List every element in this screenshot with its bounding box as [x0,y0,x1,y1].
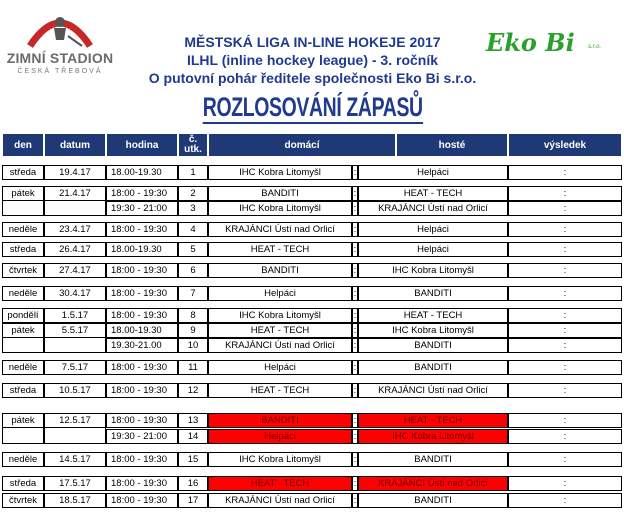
cell-den: neděle [2,360,44,375]
cell-datum [44,428,106,444]
cell-cislo: 17 [178,493,208,508]
cell-cislo: 16 [178,476,208,491]
cell-hodina: 19:30 - 21:00 [106,429,178,444]
logo-name: ZIMNÍ STADION [6,50,114,66]
cell-hoste: HEAT - TECH [358,413,508,428]
cell-hodina: 18:00 - 19:30 [106,186,178,201]
cell-cislo: 4 [178,222,208,237]
cell-den [2,200,44,216]
cell-separator: : [353,167,357,178]
cell-domaci: Helpáci [208,429,352,444]
cell-separator: : [353,385,357,396]
cell-cislo: 14 [178,429,208,444]
cell-vysledek: : [508,476,622,491]
cell-datum: 12.5.17 [44,413,106,428]
cell-vysledek: : [508,360,622,375]
cell-hoste: IHC Kobra Litomyšl [358,429,508,444]
cell-separator: : [353,362,357,373]
logo-town: ČESKÁ TŘEBOVÁ [17,68,103,75]
cell-datum: 19.4.17 [44,165,106,180]
cell-domaci: Helpáci [208,286,352,301]
col-header-datum: datum [44,133,106,157]
cell-separator: : [353,454,357,465]
cell-den: středa [2,476,44,491]
cell-cislo: 8 [178,308,208,323]
cell-vysledek: : [508,308,622,323]
cell-vysledek: : [508,165,622,180]
cell-domaci: IHC Kobra Litomyšl [208,308,352,323]
cell-hodina: 18:00 - 19:30 [106,383,178,398]
cell-cislo: 2 [178,186,208,201]
cell-cislo: 6 [178,263,208,278]
cell-separator: : [353,203,357,214]
cell-hodina: 18.00-19.30 [106,323,178,338]
cell-hodina: 18:00 - 19:30 [106,308,178,323]
cell-den: středa [2,242,44,257]
cell-hodina: 18:00 - 19:30 [106,286,178,301]
cell-den: neděle [2,286,44,301]
cell-domaci: IHC Kobra Litomyšl [208,452,352,467]
col-header-vysledek: výsledek [508,133,622,157]
cell-hodina: 18:00 - 19:30 [106,413,178,428]
cell-hodina: 19.30-21.00 [106,338,178,353]
cell-hodina: 18:00 - 19:30 [106,452,178,467]
cell-domaci: HEAT - TECH [208,242,352,257]
main-title [125,92,500,124]
cell-den [2,337,44,353]
cell-vysledek: : [508,263,622,278]
cell-hodina: 18:00 - 19:30 [106,360,178,375]
cell-hodina: 18.00-19.30 [106,165,178,180]
cell-separator: : [353,188,357,199]
cell-separator: : [353,310,357,321]
cell-hodina: 18:00 - 19:30 [106,493,178,508]
cell-domaci: BANDITI [208,413,352,428]
hockey-player-icon [24,6,96,50]
cell-hoste: KRAJÁNCI Ústí nad Orlicí [358,476,508,491]
cell-domaci: BANDITI [208,186,352,201]
cell-den: středa [2,165,44,180]
cell-separator: : [353,415,357,426]
cell-separator: : [353,265,357,276]
cell-separator: : [353,495,357,506]
col-header-hodina: hodina [106,133,178,157]
cell-hoste: BANDITI [358,286,508,301]
cell-domaci: HEAT - TECH [208,323,352,338]
cell-hoste: KRAJÁNCI Ústí nad Orlicí [358,201,508,216]
cell-hoste: IHC Kobra Litomyšl [358,323,508,338]
cell-vysledek: : [508,338,622,353]
cell-datum: 7.5.17 [44,360,106,375]
cell-datum: 23.4.17 [44,222,106,237]
cell-vysledek: : [508,242,622,257]
cell-datum: 21.4.17 [44,186,106,201]
cell-separator: : [353,431,357,442]
col-header-hoste: hosté [396,133,508,157]
cell-hoste: Helpáci [358,165,508,180]
cell-domaci: BANDITI [208,263,352,278]
cell-datum: 1.5.17 [44,308,106,323]
cell-den: pátek [2,323,44,338]
cell-hoste: Helpáci [358,242,508,257]
cell-datum: 26.4.17 [44,242,106,257]
cell-domaci: IHC Kobra Litomyšl [208,201,352,216]
cell-den [2,428,44,444]
cell-separator: : [353,244,357,255]
cell-hoste: IHC Kobra Litomyšl [358,263,508,278]
cell-hoste: HEAT - TECH [358,186,508,201]
main-title-text: ROZLOSOVÁNÍ ZÁPASŮ [202,92,423,122]
cell-separator: : [353,224,357,235]
cell-cislo: 12 [178,383,208,398]
cell-den: pátek [2,186,44,201]
cell-vysledek: : [508,429,622,444]
cell-hoste: HEAT - TECH [358,308,508,323]
cell-datum [44,337,106,353]
cell-separator: : [353,288,357,299]
cell-vysledek: : [508,323,622,338]
cell-vysledek: : [508,222,622,237]
cell-separator: : [353,340,357,351]
cell-datum [44,200,106,216]
title-line-1: MĚSTSKÁ LIGA IN-LINE HOKEJE 2017 [184,34,441,50]
cell-vysledek: : [508,201,622,216]
stadium-logo [4,6,116,84]
cell-vysledek: : [508,186,622,201]
cell-hoste: BANDITI [358,360,508,375]
cell-den: čtvrtek [2,493,44,508]
col-header-den: den [2,133,44,157]
cell-domaci: KRAJÁNCI Ústí nad Orlicí [208,338,352,353]
cell-vysledek: : [508,452,622,467]
cell-cislo: 1 [178,165,208,180]
cell-cislo: 7 [178,286,208,301]
cell-datum: 18.5.17 [44,493,106,508]
cell-den: pátek [2,413,44,428]
cell-datum: 17.5.17 [44,476,106,491]
cell-cislo: 9 [178,323,208,338]
cell-vysledek: : [508,413,622,428]
cell-domaci: KRAJÁNCI Ústí nad Orlicí [208,493,352,508]
cell-datum: 30.4.17 [44,286,106,301]
cell-hoste: BANDITI [358,493,508,508]
cell-datum: 10.5.17 [44,383,106,398]
title-line-2: ILHL (inline hockey league) - 3. ročník [186,52,439,68]
cell-domaci: HEAT - TECH [208,383,352,398]
col-header-domaci: domácí [208,133,396,157]
cell-hodina: 18:00 - 19:30 [106,263,178,278]
cell-domaci: Helpáci [208,360,352,375]
cell-domaci: IHC Kobra Litomyšl [208,165,352,180]
cell-vysledek: : [508,383,622,398]
cell-den: středa [2,383,44,398]
cell-den: neděle [2,452,44,467]
col-header-utk-line1: č. [188,134,198,145]
sponsor-logo: Eko Bi [486,28,575,57]
cell-cislo: 3 [178,201,208,216]
cell-cislo: 13 [178,413,208,428]
cell-datum: 5.5.17 [44,323,106,338]
cell-vysledek: : [508,286,622,301]
col-header-utk-line2: utk. [184,144,202,155]
cell-separator: : [353,325,357,336]
cell-cislo: 5 [178,242,208,257]
cell-cislo: 11 [178,360,208,375]
cell-datum: 14.5.17 [44,452,106,467]
cell-separator: : [353,478,357,489]
cell-domaci: HEAT - TECH [208,476,352,491]
cell-vysledek: : [508,493,622,508]
cell-domaci: KRAJÁNCI Ústí nad Orlicí [208,222,352,237]
cell-datum: 27.4.17 [44,263,106,278]
cell-hoste: BANDITI [358,338,508,353]
sponsor-suffix: s.r.o. [588,44,602,50]
cell-hoste: KRAJÁNCI Ústí nad Orlicí [358,383,508,398]
cell-hodina: 18:00 - 19:30 [106,222,178,237]
title-line-3: O putovní pohár ředitele společnosti Eko Bi s.r.o. [148,70,477,86]
col-header-utk [178,133,208,157]
cell-hodina: 18.00-19.30 [106,242,178,257]
cell-cislo: 15 [178,452,208,467]
cell-den: neděle [2,222,44,237]
cell-den: čtvrtek [2,263,44,278]
cell-hoste: BANDITI [358,452,508,467]
cell-cislo: 10 [178,338,208,353]
cell-den: pondělí [2,308,44,323]
cell-hodina: 18:00 - 19:30 [106,476,178,491]
cell-hoste: Helpáci [358,222,508,237]
cell-hodina: 19:30 - 21:00 [106,201,178,216]
